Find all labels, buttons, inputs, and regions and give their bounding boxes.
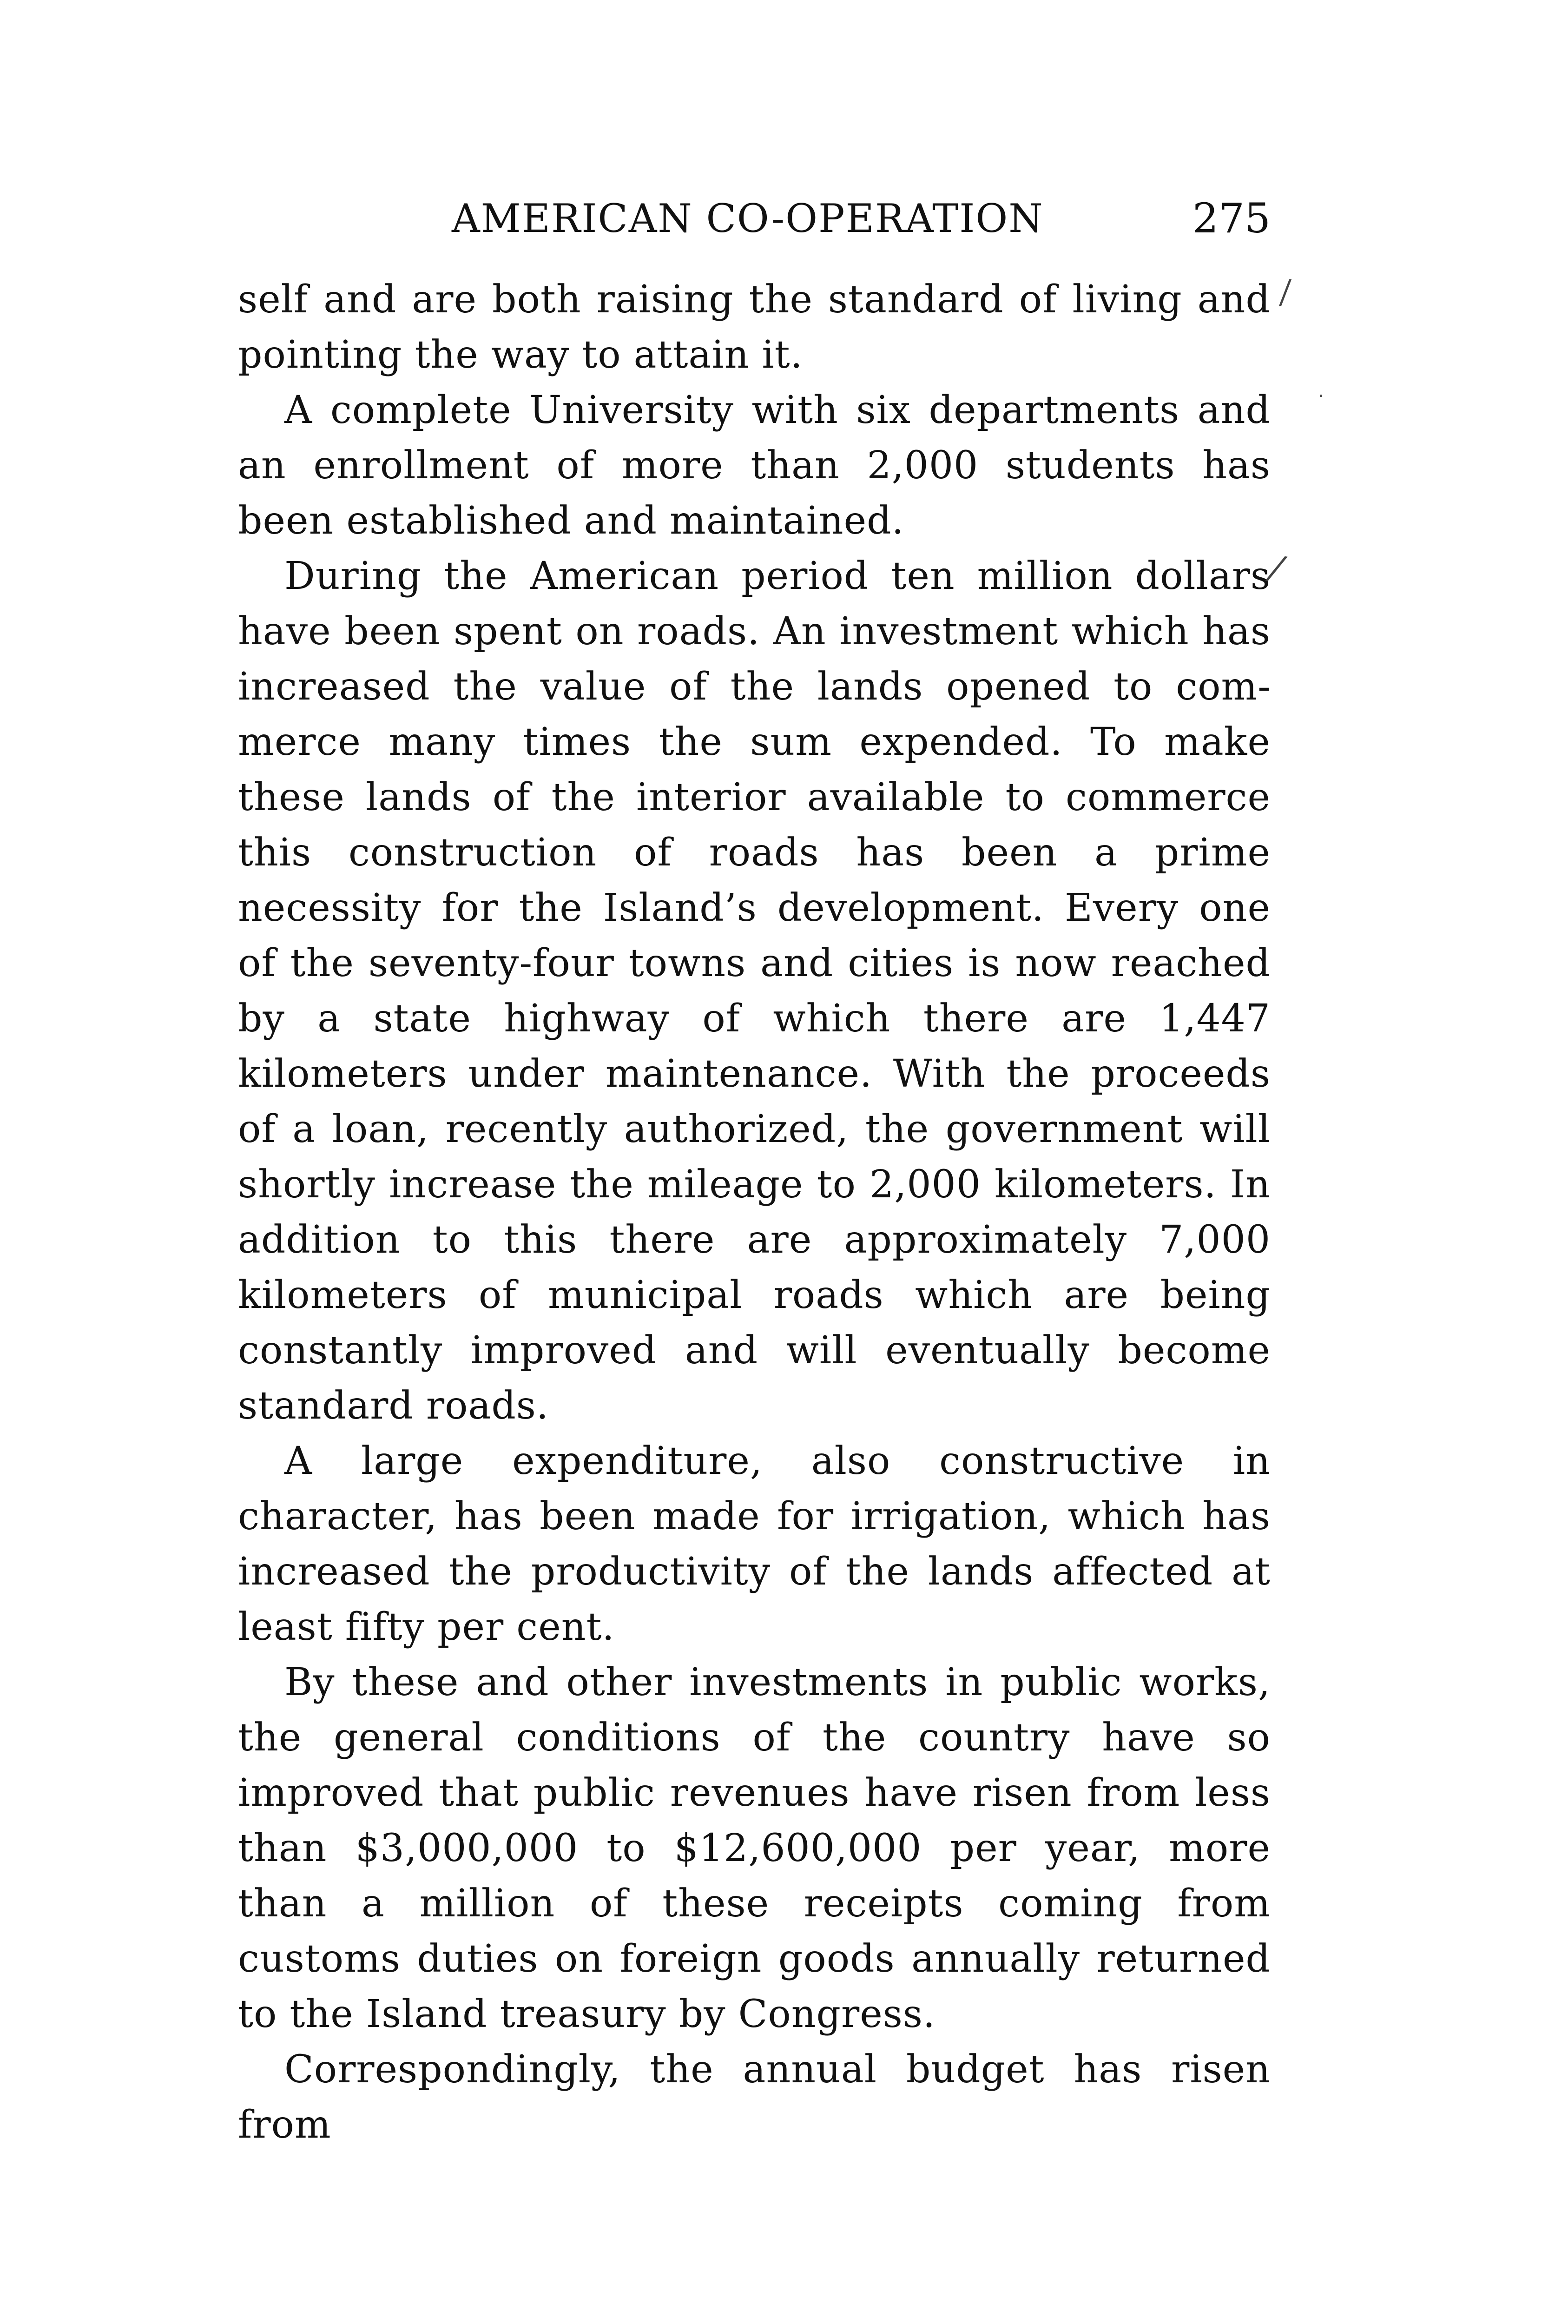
paragraph-roads: During the American period ten million dollars have been spent on roads. An investment which has increased the value of the lands opened to commerce many times the sum expended. To make these lands of the interior available to commerce this construction of roads has been a prime necessity for the Island’s development. Every one of the seventy-four towns and cities is now reached by a state highway of which there are 1,447 kilometers under maintenance. With the proceeds of a loan, recently authorized, the government will shortly increase the mileage to 2,000 kilometers. In addition to this there are approximately 7,000 kilometers of municipal roads which are being constantly improved and will eventually become standard roads. bbox=[238, 554, 1271, 1428]
paragraph-budget: Correspondingly, the annual budget has risen from bbox=[238, 2047, 1271, 2147]
paragraph-continuation: self and are both raising the standard of living and pointing the way to attain it. bbox=[238, 277, 1271, 377]
pencil-tick-mark: ⁄ bbox=[1279, 274, 1291, 313]
paragraph-irrigation: A large expenditure, also constructive in character, has been made for irrigation, which has increased the productivity of the lands affected at least fifty per cent. bbox=[238, 1439, 1271, 1649]
running-head bbox=[238, 191, 1271, 260]
running-title: AMERICAN CO-OPERATION bbox=[452, 196, 1044, 241]
body-text bbox=[238, 272, 1271, 2152]
page-number: 275 bbox=[1192, 194, 1271, 242]
pencil-dot-mark: . bbox=[1318, 380, 1324, 402]
paragraph-university: A complete University with six departments and an enrollment of more than 2,000 students has been established and maintained. bbox=[238, 388, 1271, 543]
paragraph-revenues: By these and other investments in public works, the general conditions of the country have so improved that public revenues have risen from less than $3,000,000 to $12,600,000 per year, more than a million of these receipts coming from customs duties on foreign goods annually returned to the Island treasury by Congress. bbox=[238, 1660, 1271, 2036]
pencil-tick-mark-2: ⁄ bbox=[1270, 548, 1282, 590]
